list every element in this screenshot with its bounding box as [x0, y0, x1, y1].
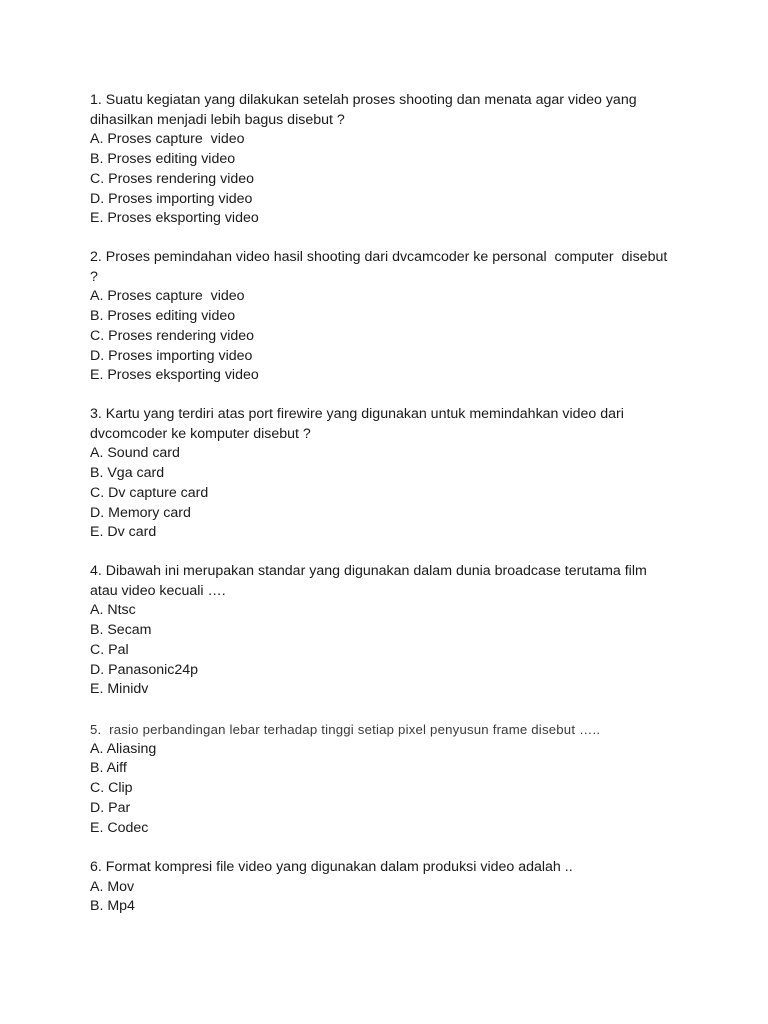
answer-option-a: A. Aliasing [90, 740, 157, 757]
answer-option-e: E. Proses eksporting video [90, 210, 259, 227]
question-text-line: dvcomcoder ke komputer disebut ? [90, 425, 311, 442]
answer-option-d: D. Memory card [90, 504, 191, 521]
answer-option-d: D. Proses importing video [90, 347, 253, 364]
question-text-line: dihasilkan menjadi lebih bagus disebut ? [90, 111, 345, 128]
answer-option-c: C. Clip [90, 780, 133, 797]
answer-option-a: A. Mov [90, 878, 135, 895]
answer-option-c: C. Pal [90, 641, 129, 658]
answer-option-b: B. Aiff [90, 760, 127, 777]
answer-option-a: A. Sound card [90, 445, 180, 462]
question-text-line: 5. rasio perbandingan lebar terhadap tinggi setiap pixel penyusun frame disebut ….. [90, 722, 601, 737]
question-3 [90, 405, 690, 543]
answer-option-b: B. Proses editing video [90, 308, 236, 325]
answer-option-d: D. Par [90, 799, 131, 816]
answer-option-a: A. Proses capture video [90, 288, 245, 305]
answer-option-e: E. Dv card [90, 524, 157, 541]
question-text-line: atau video kecuali …. [90, 582, 226, 599]
answer-option-a: A. Proses capture video [90, 131, 245, 148]
question-5 [90, 720, 690, 838]
question-2 [90, 248, 690, 386]
question-6 [90, 858, 690, 917]
question-text-line: ? [90, 268, 98, 285]
answer-option-e: E. Proses eksporting video [90, 367, 259, 384]
question-text-line: 4. Dibawah ini merupakan standar yang digunakan dalam dunia broadcase terutama film [90, 563, 647, 579]
answer-option-e: E. Codec [90, 819, 149, 836]
answer-option-d: D. Panasonic24p [90, 661, 199, 678]
answer-option-c: C. Proses rendering video [90, 327, 255, 344]
answer-option-a: A. Ntsc [90, 602, 136, 619]
question-1 [90, 91, 690, 229]
question-text-line: 1. Suatu kegiatan yang dilakukan setelah proses shooting dan menata agar video yang [90, 92, 637, 108]
answer-option-b: B. Vga card [90, 465, 165, 482]
answer-option-c: C. Proses rendering video [90, 170, 255, 187]
question-text-line: 3. Kartu yang terdiri atas port firewire yang digunakan untuk memindahkan video dari [90, 406, 624, 422]
answer-option-e: E. Minidv [90, 681, 149, 698]
answer-option-b: B. Proses editing video [90, 151, 236, 168]
answer-option-b: B. Mp4 [90, 898, 135, 915]
question-4 [90, 562, 690, 700]
answer-option-b: B. Secam [90, 622, 152, 639]
question-text-line: 6. Format kompresi file video yang digunakan dalam produksi video adalah .. [90, 859, 573, 875]
answer-option-d: D. Proses importing video [90, 190, 253, 207]
answer-option-c: C. Dv capture card [90, 484, 209, 501]
question-text-line: 2. Proses pemindahan video hasil shooting dari dvcamcoder ke personal computer disebut [90, 249, 668, 265]
